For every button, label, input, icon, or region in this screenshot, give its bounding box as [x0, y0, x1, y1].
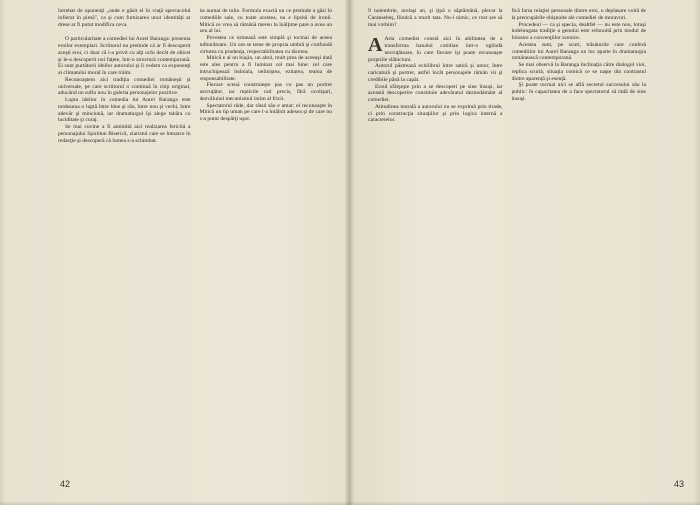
- paragraph: ba numai de tulie. Formula exactă un ce pretinde a găsi în comediile sale, cu toate acestea, nu e lipsită de ironii. Mitică ce vrea să rămână mereu la înălţime pare a avea un zeu al lui.: [199, 8, 332, 35]
- paragraph: Fiecare scenă construieşte pas cu pas un portret necruţător, iar replicile cad precis, fără ocolişuri, dezvăluind mecanismul intim al fricii.: [199, 82, 332, 102]
- paragraph: Se mai cuvine a fi amintită aici realizarea fericită a personajului Spiridon Bisericã, ziaristul care se întoarce în redacţie şi descoperă că lumea s-a schimbat.: [58, 124, 191, 144]
- paragraph: Autorul păstrează echilibrul între satiră şi umor, între caricatură şi portret, astfel încât personajele rămân vii şi credibile până la capăt.: [368, 63, 503, 83]
- right-page-column-1: [368, 8, 503, 478]
- left-page-columns: [58, 8, 332, 478]
- paragraph: Mitică e al un biajin, un altul, mult prea de aceeaşi dată este ales pentru a fi luminat cel mai bine: cel care întruchipează îndoiala, neliniştea, ezitarea, teama de responsabilitate.: [199, 55, 332, 82]
- drop-cap: A: [368, 34, 383, 57]
- paragraph: Eroul sfârşeşte prin a se descoperi pe sine însuşi, iar această descoperire constituie adevăratul deznodământ al comediei.: [368, 83, 503, 103]
- paragraph: Se mai observă la Baranga înclinaţia către dialogul vioi, replica scurtă, situaţia comică ce se naşte din contrastul dintre aparenţă şi esenţă.: [511, 62, 646, 82]
- paragraph: Povestea ce urmează este simplă şi tocmai de aceea tulburătoare. Un om se teme de propria umbră şi confundă virtutea cu prudenţa, respectabilitatea cu tăcerea.: [199, 35, 332, 55]
- paragraph: Recunoaştem aici tradiţia comediei româneşti şi universale, pe care scriitorul o continuă în chip original, aducând un suflu nou în galeria personajelor pozitive.: [58, 76, 191, 97]
- paragraph: Atitudinea morală a autorului nu se exprimă prin tirade, ci prin construcţia situaţiilor şi prin logica internă a caracterelor.: [368, 103, 503, 124]
- page-edge-shadow: [0, 501, 700, 505]
- page-number: 43: [674, 479, 685, 489]
- right-page: [352, 0, 700, 505]
- paragraph: 9 noiembrie, acelaşi an, şi ţipă o săptămână, plecat la Caransebeş, fiindcă a murit tata. Nu-i nimic, ce rost are să mai vorbim?: [368, 8, 503, 28]
- page-number: 42: [60, 479, 71, 489]
- paragraph: fică farsa relaţiei personale dintre eroi, o deplasare voită de la preocupările obişnuite ale comediei de moravuri.: [511, 8, 646, 21]
- right-page-columns: [368, 8, 646, 478]
- paragraph: Şi poate tocmai aici se află secretul succesului său la public: în capacitatea de a face spectatorul să râdă de sine însuşi.: [511, 82, 646, 102]
- paragraph: O particularitate a comediei lui Aurel Baranga: prezenta eroilor exemplari. Scriitorul nu pretinde că ar fi descoperit aceşti eroi, ci doar că i-a privit cu alţi ochi decât de obicei şi le-a descoperit noi faţete, într-o structură contemporană. Ei sunt purtătorii ideilor autorului şi îi vedem ca exponenţi ai climatului moral în care trăim.: [58, 36, 191, 76]
- paragraph: Spectatorul râde, dar râsul său e amar; el recunoaşte în Mitică un tip uman pe care l-a întâlnit adesea şi de care nu s-a putut despărţi uşor.: [199, 102, 332, 122]
- left-page-column-1: [58, 8, 191, 478]
- paragraph: [368, 36, 503, 63]
- paragraph: Lupta ideilor în comedia lui Aurel Baranga este totdeauna o luptă între bine şi rău, între nou şi vechi, între adevăr şi minciună, iar dramaturgul îşi alege tabăra cu luciditate şi curaj.: [58, 97, 191, 124]
- paragraph: Acestea sunt, pe scurt, trăsăturile care conferă comediilor lui Aurel Baranga un loc aparte în dramaturgia românească contemporană.: [511, 41, 646, 62]
- left-page-column-2: [200, 8, 333, 478]
- paragraph: întrebat de oponenţi „unde e gâsit el în viaţă spectacolul infierat în piesă", ca şi cum furnizarea unor identităţi ar drese ar fi putut modifica ceva.: [58, 8, 191, 28]
- left-page: [0, 0, 348, 505]
- paragraph-text: Arta comediei constă aici în abilitatea de a transforma banalul cotidian într-o oglindă necruţătoare, în care fiecare îşi poate recunoaşte propriile slăbiciuni.: [368, 36, 503, 63]
- paragraph: Procedeul — ca şi specia, dealtfel — nu este nou, totuşi îndelungata tradiţie a genului este reînnoită prin modul de folosire a convenţiilor scenice.: [511, 21, 646, 41]
- right-page-column-2: [512, 8, 647, 478]
